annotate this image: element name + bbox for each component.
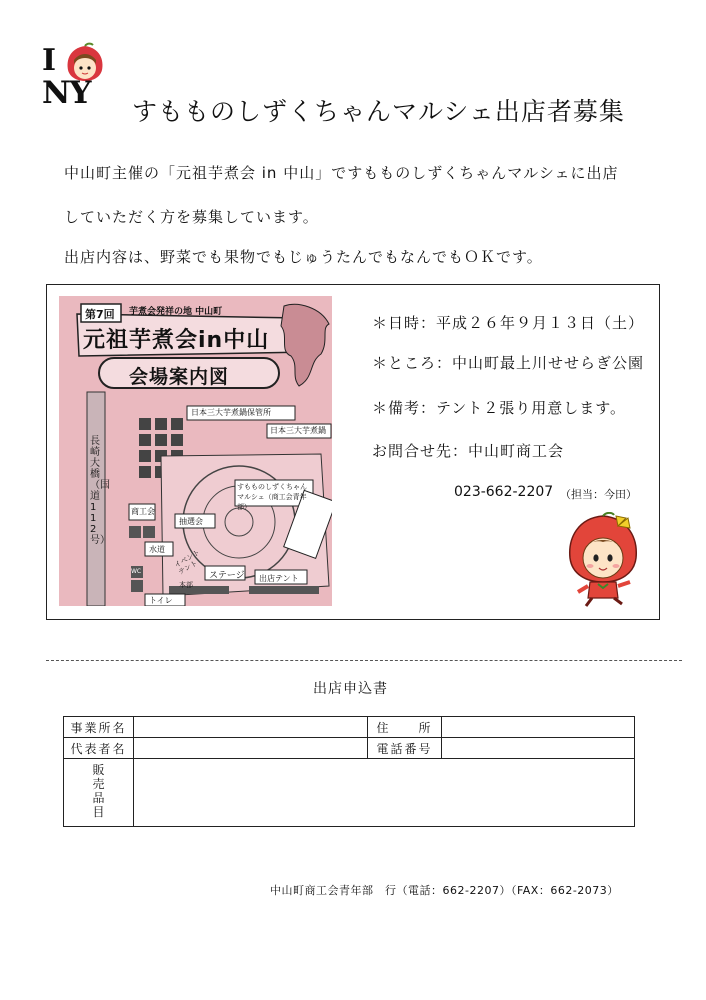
map-edition: 第7回 [85, 308, 115, 321]
logo-letter-i: I [42, 43, 57, 78]
map-label-marche: すもものしずくちゃんマルシェ（商工会青年部） [237, 483, 307, 511]
cut-line [46, 660, 682, 661]
intro-line-2: していただく方を募集しています。 [64, 208, 319, 226]
contact-person: （担当：今田） [560, 488, 637, 501]
map-label-toilet: トイレ [149, 596, 173, 605]
address-label: 住 所 [368, 717, 442, 738]
products-field[interactable] [134, 759, 635, 827]
map-label-tower: 日本三大芋煮鍋保管所 [191, 408, 271, 417]
map-label-event-tent: イベントテント [173, 548, 202, 577]
address-field[interactable] [442, 717, 635, 738]
phone-number-label: 電話番号 [368, 738, 442, 759]
logo-letters-ny: NY [42, 75, 91, 111]
business-name-field[interactable] [134, 717, 368, 738]
page-title: すもものしずくちゃんマルシェ出店者募集 [132, 97, 625, 126]
venue-map [59, 296, 332, 606]
intro-line-3: 出店内容は、野菜でも果物でもじゅうたんでもなんでもＯＫです。 [64, 248, 543, 266]
products-label: 販売品目 [92, 763, 105, 819]
event-note: ＊備考：テント２張り用意します。 [372, 399, 627, 417]
map-label-lottery: 抽選会 [179, 517, 203, 526]
footer-address: 中山町商工会青年部 行（電話：662-2207）（FAX：662-2073） [270, 884, 619, 897]
business-name-label: 事業所名 [64, 717, 134, 738]
i-love-ny-logo [40, 42, 112, 112]
representative-field[interactable] [134, 738, 368, 759]
peach-mascot-icon [560, 512, 646, 608]
map-label-tent: 出店テント [259, 574, 299, 583]
form-title: 出店申込書 [313, 681, 388, 697]
map-main-title: 元祖芋煮会in中山 [83, 328, 270, 353]
event-date: ＊日時：平成２６年９月１３日（土） [372, 314, 645, 332]
contact-label: お問合せ先：中山町商工会 [372, 442, 565, 460]
map-label-shokokai: 商工会 [131, 507, 155, 516]
event-place: ＊ところ：中山町最上川せせらぎ公園 [372, 354, 645, 372]
map-label-water: 水道 [149, 545, 165, 554]
map-subtitle: 芋煮会発祥の地 中山町 [129, 307, 223, 317]
contact-phone: 023-662-2207 [454, 484, 554, 500]
map-banner: 会場案内図 [129, 366, 230, 388]
intro-line-1: 中山町主催の「元祖芋煮会 in 中山」ですもものしずくちゃんマルシェに出店 [64, 164, 619, 182]
application-form [63, 716, 635, 827]
phone-number-field[interactable] [442, 738, 635, 759]
map-label-honbu: 本部 [179, 581, 193, 589]
map-label-stand: 日本三大芋煮鍋 [270, 426, 326, 435]
map-label-stage: ステージ [209, 571, 245, 581]
map-label-bridge: 長崎大橋（国道112号） [90, 436, 110, 546]
representative-label: 代表者名 [64, 738, 134, 759]
map-label-wc: WC [131, 568, 142, 575]
